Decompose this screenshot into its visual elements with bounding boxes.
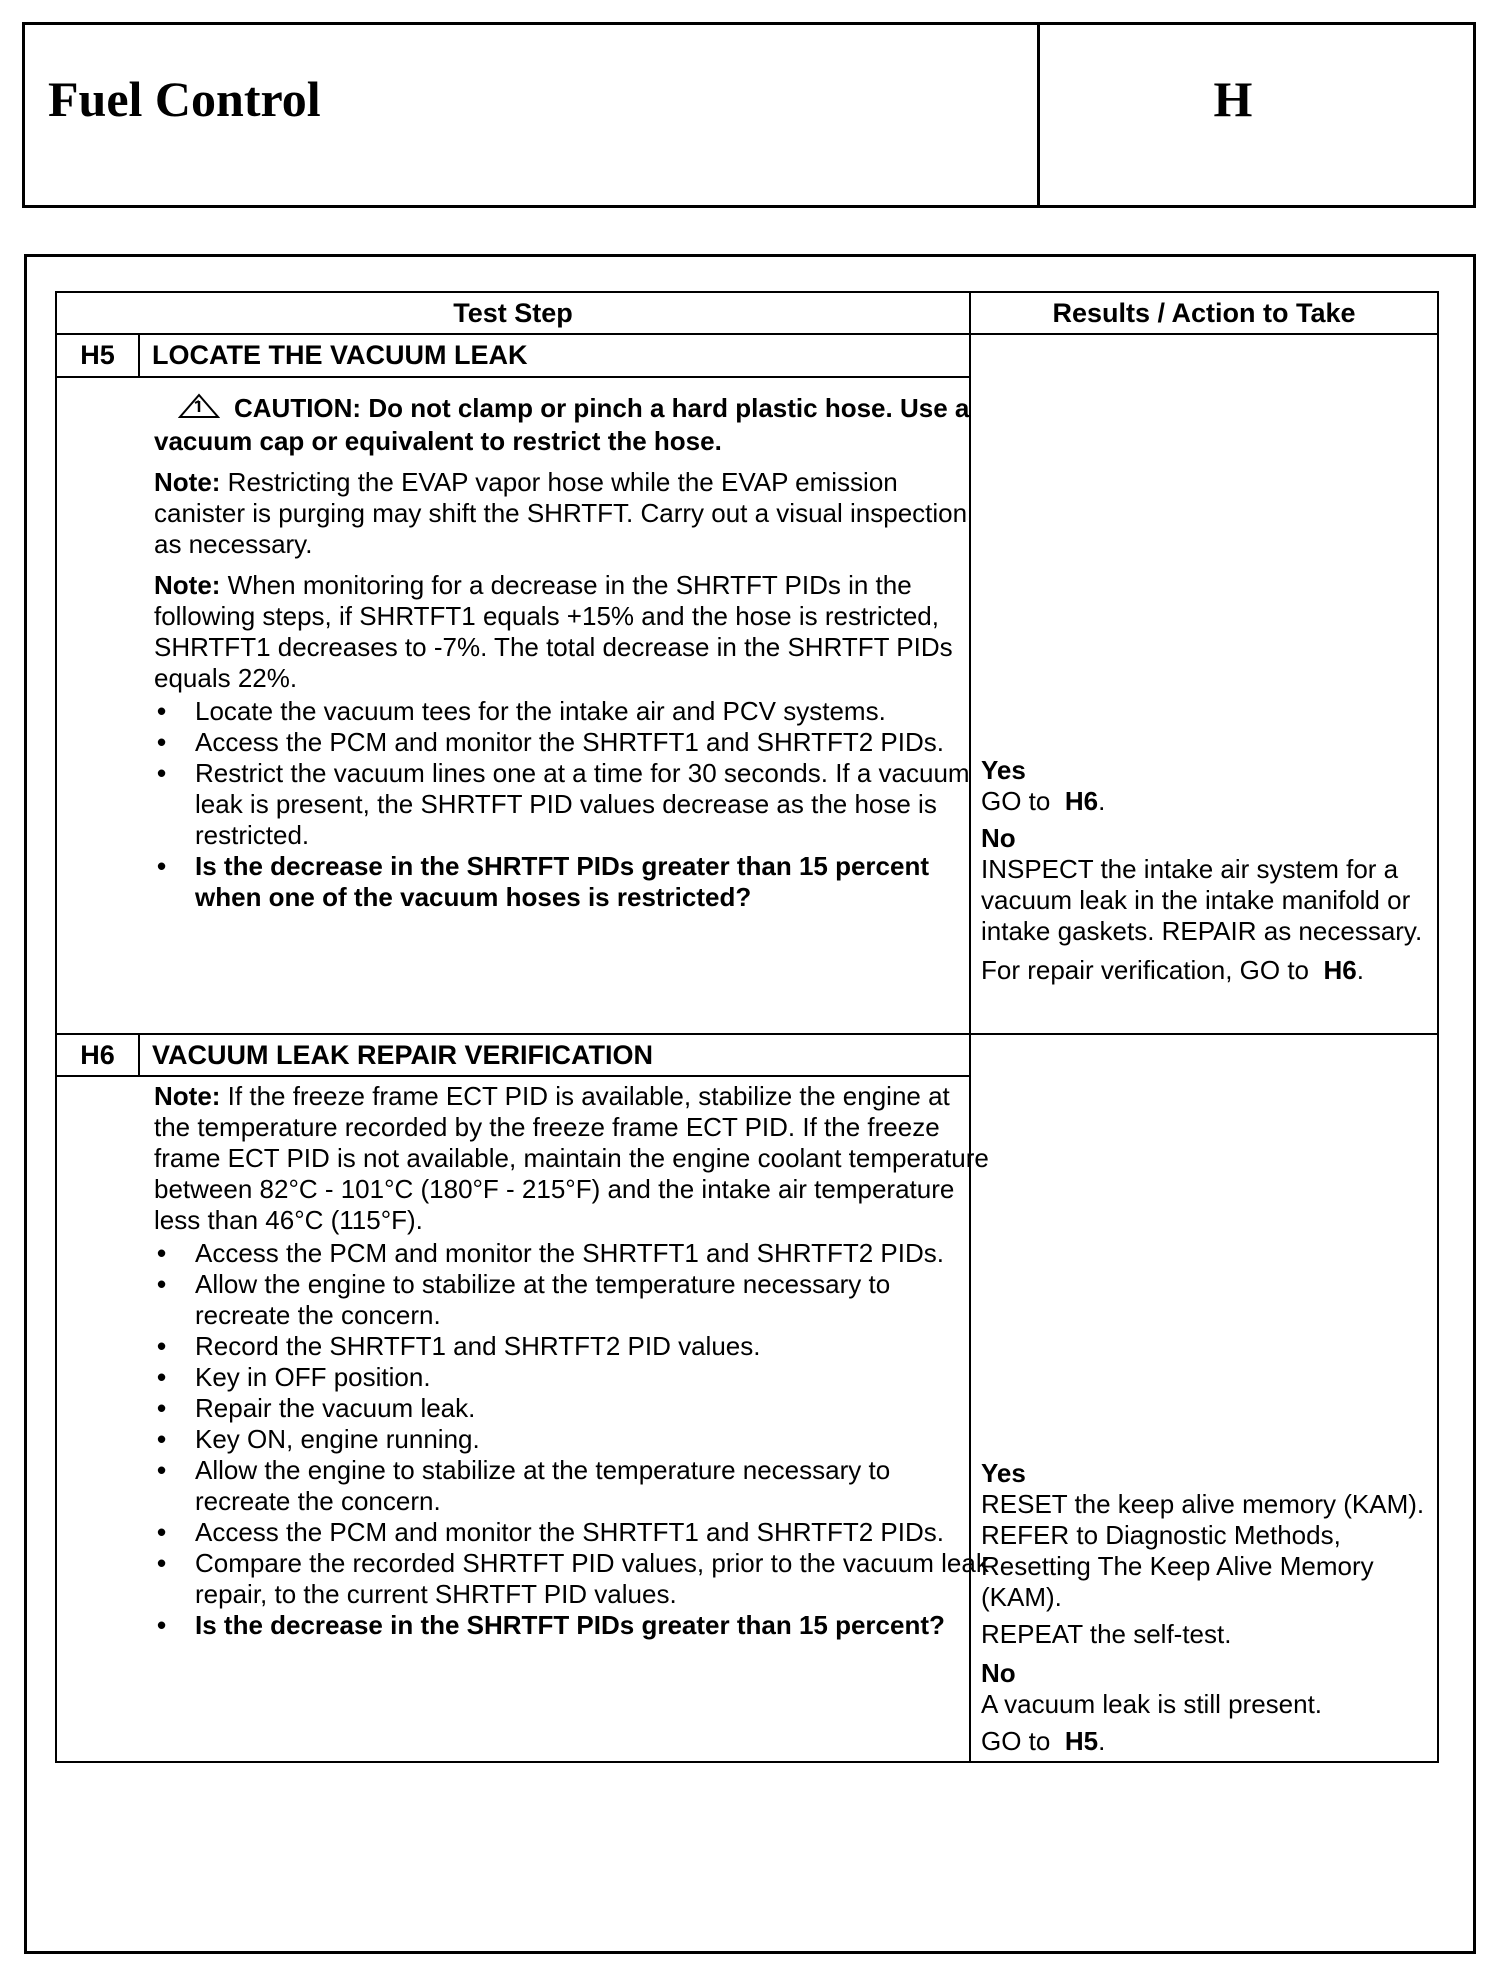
result-verify-text: For repair verification, GO to H6. xyxy=(981,955,1364,985)
list-item: • Repair the vacuum leak. xyxy=(154,1393,990,1424)
h5-title-line xyxy=(57,376,969,378)
list-item: • Access the PCM and monitor the SHRTFT1 and SHRTFT2 PIDs. xyxy=(154,727,990,758)
result-no-text: A vacuum leak is still present. xyxy=(981,1689,1323,1719)
test-step-table xyxy=(55,291,1439,1763)
page-title: Fuel Control xyxy=(48,71,321,127)
result-yes-text: GO to H6. xyxy=(981,786,1106,816)
result-yes-text-2: REPEAT the self-test. xyxy=(981,1619,1232,1649)
list-item: • Access the PCM and monitor the SHRTFT1 and SHRTFT2 PIDs. xyxy=(154,1517,990,1548)
step-body-h6 xyxy=(154,1081,990,1641)
result-no-text: INSPECT the intake air system for a vacuum leak in the intake manifold or intake gaskets. REPAIR as necessary. xyxy=(981,854,1423,946)
list-item: • Access the PCM and monitor the SHRTFT1 and SHRTFT2 PIDs. xyxy=(154,1238,990,1269)
step-body-h5 xyxy=(154,393,990,913)
warning-triangle-icon xyxy=(166,393,220,426)
list-item: • Key in OFF position. xyxy=(154,1362,990,1393)
caution-text xyxy=(154,393,990,457)
result-no-label: No xyxy=(981,823,1016,853)
h5-question: • Is the decrease in the SHRTFT PIDs greater than 15 percent when one of the vacuum hoses is restricted? xyxy=(154,851,990,913)
caution-message: CAUTION: Do not clamp or pinch a hard plastic hose. Use a vacuum cap or equivalent to restrict the hose. xyxy=(154,393,970,456)
h6-id-divider xyxy=(138,1035,140,1075)
h6-bullet-list xyxy=(154,1238,990,1641)
list-item: • Key ON, engine running. xyxy=(154,1424,990,1455)
list-item: • Locate the vacuum tees for the intake air and PCV systems. xyxy=(154,696,990,727)
result-yes-label: Yes xyxy=(981,1458,1026,1488)
results-h5 xyxy=(981,755,1441,992)
list-item: • Allow the engine to stabilize at the temperature necessary to recreate the concern. xyxy=(154,1455,990,1517)
list-item: • Record the SHRTFT1 and SHRTFT2 PID values. xyxy=(154,1331,990,1362)
h6-title-line xyxy=(57,1075,969,1077)
step-id-h5: H5 xyxy=(80,340,115,370)
result-no-goto: GO to H5. xyxy=(981,1726,1106,1756)
step-title-h6: VACUUM LEAK REPAIR VERIFICATION xyxy=(152,1040,654,1070)
result-yes-text: RESET the keep alive memory (KAM). REFER to Diagnostic Methods, Resetting The Keep Alive Memory (KAM). xyxy=(981,1489,1425,1612)
list-item: • Allow the engine to stabilize at the temperature necessary to recreate the concern. xyxy=(154,1269,990,1331)
note-shrtft: Note: When monitoring for a decrease in the SHRTFT PIDs in the following steps, if SHRTFT1 equals +15% and the hose is restricted, SHRTFT1 decreases to -7%. The total decrease in the SHRTFT PIDs equals 22%. xyxy=(154,570,953,693)
h5-bullet-list xyxy=(154,696,990,913)
note-evap: Note: Restricting the EVAP vapor hose while the EVAP emission canister is purging may shift the SHRTFT. Carry out a visual inspection as necessary. xyxy=(154,467,968,559)
list-item: • Compare the recorded SHRTFT PID values, prior to the vacuum leak repair, to the current SHRTFT PID values. xyxy=(154,1548,990,1610)
goto-h6-link[interactable]: H6 xyxy=(1064,786,1099,816)
column-header-test-step: Test Step xyxy=(453,298,573,328)
step-id-h6: H6 xyxy=(80,1040,115,1070)
result-no-label: No xyxy=(981,1658,1016,1688)
goto-h6-link[interactable]: H6 xyxy=(1323,955,1357,985)
step-title-h5: LOCATE THE VACUUM LEAK xyxy=(152,340,528,370)
column-header-results: Results / Action to Take xyxy=(1052,298,1356,328)
note-freeze-frame: Note: If the freeze frame ECT PID is available, stabilize the engine at the temperature recorded by the freeze frame ECT PID. If the freeze frame ECT PID is not available, maintain the engine coolant temperature between 82°C - 101°C (180°F - 215°F) and the intake air temperature less than 46°C (115°F). xyxy=(154,1081,989,1235)
results-h6 xyxy=(981,1458,1441,1763)
h6-question: • Is the decrease in the SHRTFT PIDs greater than 15 percent? xyxy=(154,1610,990,1641)
h5-id-divider xyxy=(138,333,140,376)
goto-h5-link[interactable]: H5 xyxy=(1064,1726,1099,1756)
section-letter: H xyxy=(1213,71,1253,127)
result-yes-label: Yes xyxy=(981,755,1026,785)
list-item: • Restrict the vacuum lines one at a time for 30 seconds. If a vacuum leak is present, the SHRTFT PID values decrease as the hose is restricted. xyxy=(154,758,990,851)
